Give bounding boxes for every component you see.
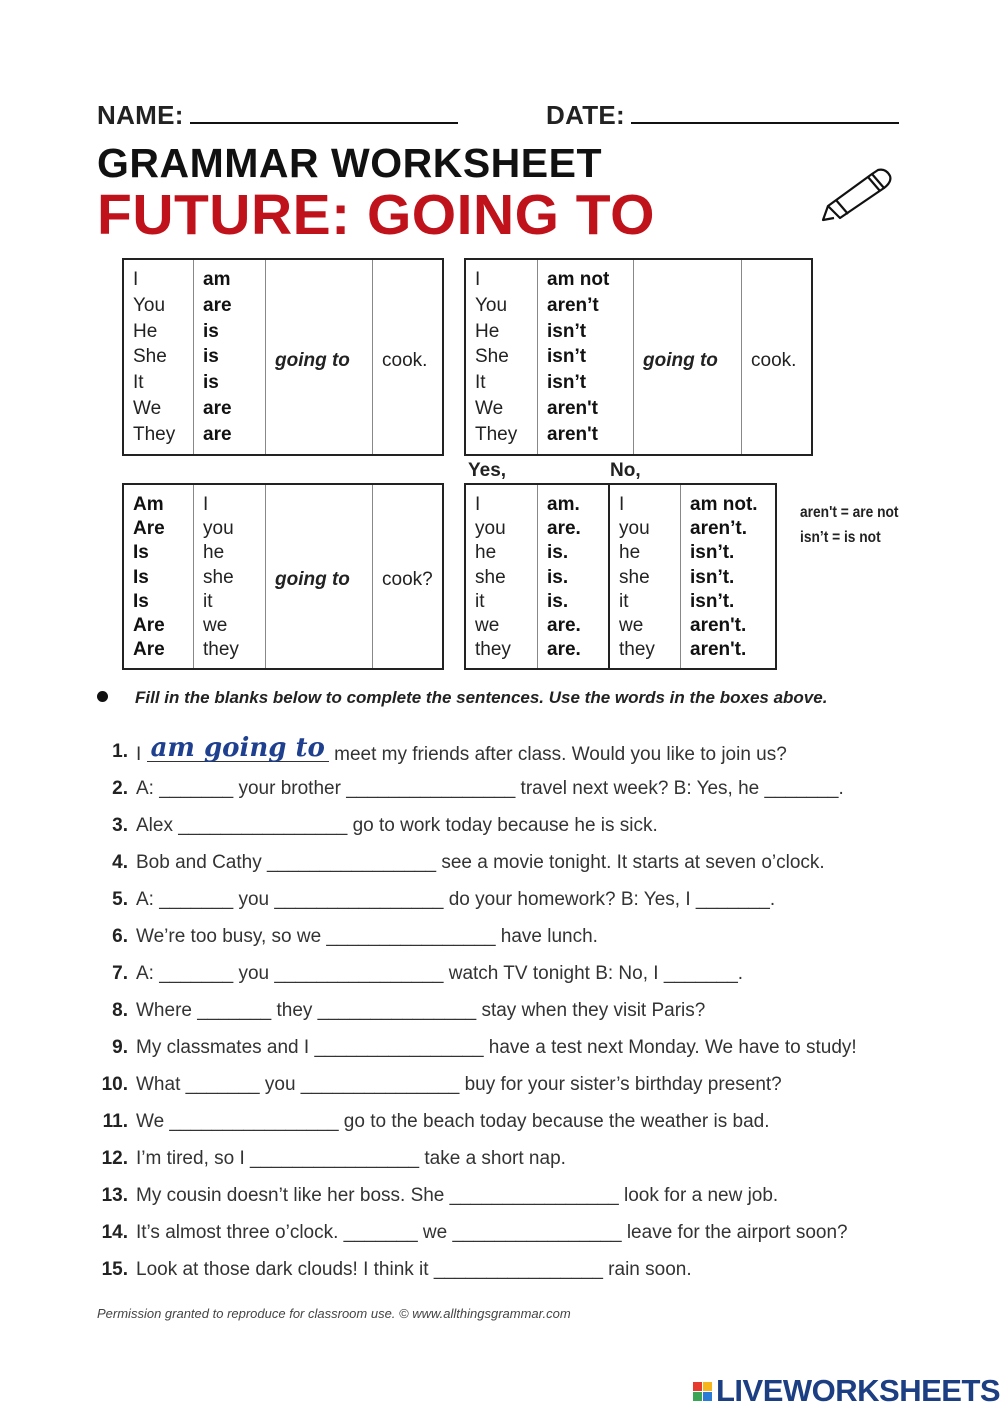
sentence-number: 7. [112, 963, 128, 985]
sentence-text[interactable]: A: _______ your brother ________________ travel next week? B: Yes, he _______. [136, 778, 844, 800]
neg-verb: aren't [547, 397, 598, 419]
logo-square [693, 1382, 702, 1391]
q-verb: Are [133, 639, 165, 661]
no-verb: aren't. [690, 639, 747, 661]
sentence-text[interactable]: My classmates and I ________________ have a test next Monday. We have to study! [136, 1036, 857, 1058]
aff-going-to [266, 260, 373, 454]
sentence-item [94, 956, 924, 993]
no-subject: they [619, 639, 655, 661]
neg-subject: You [475, 294, 508, 316]
aff-verb: are [203, 397, 232, 419]
neg-verb-column [538, 260, 634, 454]
sentence-item [94, 1030, 924, 1067]
neg-verb: isn’t [547, 372, 587, 394]
aff-verb: are [203, 294, 232, 316]
aff-subject: They [133, 423, 176, 445]
sentence-text[interactable]: We’re too busy, so we ________________ have lunch. [136, 926, 598, 948]
brand-text: LIVEWORKSHEETS [716, 1373, 1000, 1408]
aff-subject: It [133, 372, 144, 394]
liveworksheets-logo-icon [693, 1382, 712, 1401]
q-subject: he [203, 542, 225, 564]
sentence-text [136, 732, 787, 766]
date-label: DATE: [546, 100, 626, 130]
sentence-before: I [136, 743, 142, 765]
sentence-text[interactable]: I’m tired, so I ________________ take a short nap. [136, 1147, 566, 1169]
sentence-number: 8. [112, 1000, 128, 1022]
sentence-item [94, 1103, 924, 1140]
name-blank[interactable] [190, 104, 458, 124]
neg-subject: She [475, 346, 509, 368]
yes-subject: she [475, 566, 506, 588]
yes-subject-column [466, 485, 538, 668]
sentence-number: 11. [102, 1110, 128, 1132]
sentence-text[interactable]: Alex ________________ go to work today because he is sick. [136, 815, 658, 837]
sentence-item [94, 845, 924, 882]
aff-verb: is [203, 320, 219, 342]
yes-verb: is. [547, 542, 569, 564]
name-line [97, 100, 458, 131]
neg-verb: aren't [547, 423, 598, 445]
negative-table [464, 258, 813, 456]
aff-subject: He [133, 320, 158, 342]
no-verb: aren’t. [690, 518, 748, 540]
logo-square [693, 1392, 702, 1401]
no-subject: it [619, 590, 629, 612]
sentence-item [94, 882, 924, 919]
q-subject: you [203, 518, 234, 540]
sentence-item [94, 1140, 924, 1177]
q-verb: Is [133, 566, 149, 588]
yes-verb: am. [547, 494, 580, 515]
neg-subject: I [475, 269, 481, 290]
affirmative-table [122, 258, 444, 456]
sentence-number: 15. [101, 1258, 128, 1280]
neg-subject-column [466, 260, 538, 454]
aff-subject: I [133, 269, 139, 290]
answer-blank[interactable]: am going to [147, 735, 329, 762]
q-main-verb [373, 485, 442, 668]
main-verb-label: cook? [382, 569, 433, 591]
q-verb: Are [133, 518, 165, 540]
neg-subject: They [475, 423, 518, 445]
neg-verb: am not [547, 269, 610, 290]
no-verb-column [681, 485, 775, 668]
going-to-label: going to [275, 349, 350, 371]
q-subject: she [203, 566, 234, 588]
sentence-number: 4. [112, 852, 128, 874]
instruction-text: Fill in the blanks below to complete the sentences. Use the words in the boxes above. [135, 688, 828, 707]
sentence-item [94, 771, 924, 808]
pencil-icon [820, 166, 894, 224]
sentence-text[interactable]: A: _______ you ________________ do your homework? B: Yes, I _______. [136, 889, 776, 911]
sentence-number: 5. [112, 889, 128, 911]
instruction [97, 688, 827, 708]
aff-verb: is [203, 346, 219, 368]
no-subject-column [610, 485, 681, 668]
aff-subject: You [133, 294, 166, 316]
q-subject-column [194, 485, 266, 668]
going-to-label: going to [643, 349, 718, 371]
question-table [122, 483, 444, 670]
permission-footer: Permission granted to reproduce for classroom use. © www.allthingsgrammar.com [97, 1306, 571, 1321]
no-subject: I [619, 494, 625, 515]
sentence-item [94, 734, 924, 771]
aff-verb: am [203, 269, 231, 290]
aff-main-verb [373, 260, 442, 454]
yes-subject: he [475, 542, 497, 564]
neg-verb: aren’t [547, 294, 599, 316]
sentence-item [94, 1214, 924, 1251]
yes-label: Yes, [468, 460, 507, 481]
contraction-arent: aren't = are not [800, 504, 899, 521]
aff-verb: is [203, 372, 219, 394]
sentence-item [94, 1066, 924, 1103]
sentence-item [94, 1177, 924, 1214]
neg-verb: isn’t [547, 346, 587, 368]
sentence-number: 1. [112, 741, 128, 763]
worksheet-subtitle: GRAMMAR WORKSHEET [97, 140, 603, 186]
yes-subject: it [475, 590, 485, 612]
aff-subject: We [133, 397, 162, 419]
no-verb: isn’t. [690, 542, 735, 564]
sentence-number: 3. [112, 815, 128, 837]
contraction-isnt: isn’t = is not [800, 529, 881, 546]
sentence-text[interactable]: A: _______ you ________________ watch TV tonight B: No, I _______. [136, 963, 744, 985]
q-verb: Am [133, 494, 164, 515]
main-verb-label: cook. [751, 349, 797, 371]
going-to-label: going to [275, 569, 350, 591]
no-verb: isn’t. [690, 590, 735, 612]
yes-subject: you [475, 518, 506, 540]
q-verb: Is [133, 590, 149, 612]
yes-subject: we [475, 615, 500, 637]
q-verb: Is [133, 542, 149, 564]
sentence-text[interactable]: Look at those dark clouds! I think it ________________ rain soon. [136, 1258, 692, 1280]
sentence-text[interactable]: Where _______ they _______________ stay when they visit Paris? [136, 1000, 706, 1022]
worksheet-title: FUTURE: GOING TO [97, 183, 655, 247]
short-answers-table [464, 483, 777, 670]
sentence-list [94, 734, 924, 1288]
date-blank[interactable] [631, 104, 899, 124]
no-label: No, [610, 460, 641, 481]
sentence-item [94, 1251, 924, 1288]
logo-square [703, 1392, 712, 1401]
q-verb: Are [133, 615, 165, 637]
no-subject: you [619, 518, 650, 540]
sentence-number: 2. [112, 778, 128, 800]
logo-square [703, 1382, 712, 1391]
no-verb: am not. [690, 494, 758, 515]
sentence-number: 13. [101, 1184, 128, 1206]
sentence-number: 12. [101, 1147, 128, 1169]
q-subject: we [203, 615, 228, 637]
aff-subject-column [124, 260, 194, 454]
sentence-text[interactable]: What _______ you _______________ buy for your sister’s birthday present? [136, 1073, 782, 1095]
yes-subject: they [475, 639, 511, 661]
sentence-number: 9. [112, 1036, 128, 1058]
aff-verb: are [203, 423, 232, 445]
sentence-text[interactable]: Bob and Cathy ________________ see a movie tonight. It starts at seven o’clock. [136, 852, 825, 874]
aff-subject: She [133, 346, 167, 368]
sentence-number: 10. [101, 1073, 128, 1095]
q-subject: it [203, 590, 213, 612]
no-subject: we [619, 615, 644, 637]
sentence-after: meet my friends after class. Would you like to join us? [334, 743, 787, 765]
neg-main-verb [742, 260, 811, 454]
yes-verb: are. [547, 518, 581, 540]
sentence-text[interactable]: We ________________ go to the beach today because the weather is bad. [136, 1110, 770, 1132]
neg-going-to [634, 260, 742, 454]
q-subject: I [203, 494, 209, 515]
contractions-note [800, 500, 898, 550]
no-verb: isn’t. [690, 566, 735, 588]
bullet-icon [97, 691, 108, 702]
sentence-text[interactable]: My cousin doesn’t like her boss. She ________________ look for a new job. [136, 1184, 779, 1206]
yes-verb: is. [547, 566, 569, 588]
sentence-number: 14. [101, 1221, 128, 1243]
sentence-item [94, 919, 924, 956]
sentence-item [94, 808, 924, 845]
q-subject: they [203, 639, 239, 661]
yes-verb-column [538, 485, 610, 668]
yes-subject: I [475, 494, 481, 515]
sentence-text[interactable]: It’s almost three o’clock. _______ we ________________ leave for the airport soon? [136, 1221, 848, 1243]
no-verb: aren't. [690, 615, 747, 637]
no-subject: he [619, 542, 641, 564]
no-subject: she [619, 566, 650, 588]
liveworksheets-brand[interactable] [693, 1373, 1000, 1409]
main-verb-label: cook. [382, 349, 428, 371]
sentence-item [94, 993, 924, 1030]
neg-subject: We [475, 397, 504, 419]
sentence-number: 6. [112, 926, 128, 948]
neg-subject: It [475, 372, 486, 394]
q-verb-column [124, 485, 194, 668]
q-going-to [266, 485, 373, 668]
neg-verb: isn’t [547, 320, 587, 342]
yes-verb: are. [547, 639, 581, 661]
aff-verb-column [194, 260, 266, 454]
yes-verb: are. [547, 615, 581, 637]
neg-subject: He [475, 320, 500, 342]
date-line [546, 100, 899, 131]
name-label: NAME: [97, 100, 184, 130]
yes-verb: is. [547, 590, 569, 612]
